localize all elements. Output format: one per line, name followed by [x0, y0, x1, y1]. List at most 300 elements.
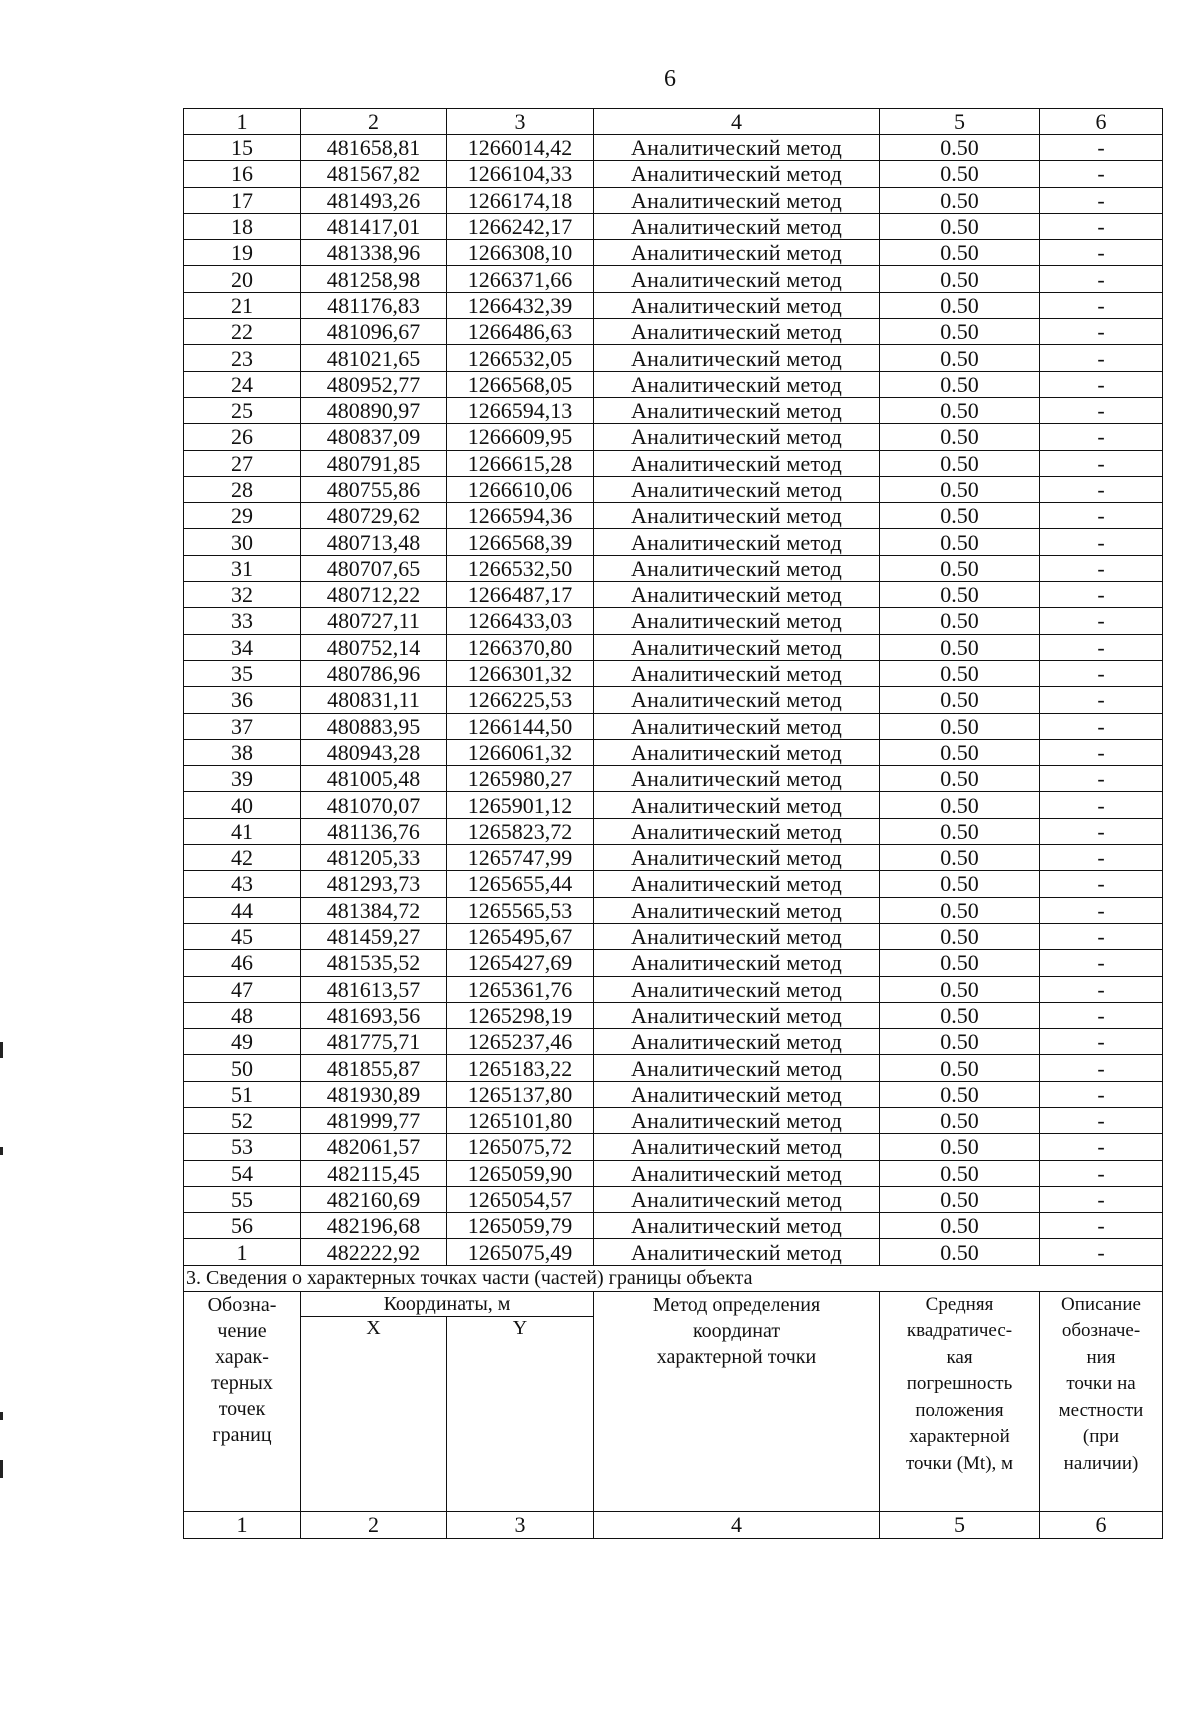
point-description: -	[1040, 345, 1163, 371]
section-column-number-row	[184, 1511, 1163, 1538]
coord-y: 1265495,67	[447, 923, 594, 949]
header-designation: Обозна- чение харак- терных точек границ	[184, 1291, 301, 1511]
coord-x: 481096,67	[301, 319, 447, 345]
column-number: 1	[184, 1511, 301, 1538]
point-number: 35	[184, 660, 301, 686]
coord-x: 481021,65	[301, 345, 447, 371]
error-mt: 0.50	[880, 634, 1040, 660]
coord-y: 1266174,18	[447, 187, 594, 213]
point-description: -	[1040, 213, 1163, 239]
table-row	[184, 766, 1163, 792]
coord-x: 480755,86	[301, 476, 447, 502]
method: Аналитический метод	[594, 213, 880, 239]
point-number: 34	[184, 634, 301, 660]
point-number: 46	[184, 950, 301, 976]
point-number: 45	[184, 923, 301, 949]
header-x: X	[301, 1316, 447, 1511]
coord-x: 481205,33	[301, 845, 447, 871]
column-number: 3	[447, 109, 594, 135]
coord-x: 481176,83	[301, 292, 447, 318]
coord-y: 1266487,17	[447, 582, 594, 608]
method: Аналитический метод	[594, 1029, 880, 1055]
method: Аналитический метод	[594, 476, 880, 502]
method: Аналитический метод	[594, 1055, 880, 1081]
coord-y: 1265137,80	[447, 1081, 594, 1107]
error-mt: 0.50	[880, 266, 1040, 292]
point-number: 16	[184, 161, 301, 187]
point-description: -	[1040, 424, 1163, 450]
point-description: -	[1040, 1134, 1163, 1160]
column-number: 6	[1040, 109, 1163, 135]
point-description: -	[1040, 923, 1163, 949]
coord-y: 1266242,17	[447, 213, 594, 239]
error-mt: 0.50	[880, 503, 1040, 529]
method: Аналитический метод	[594, 187, 880, 213]
point-number: 54	[184, 1160, 301, 1186]
column-number-row	[184, 109, 1163, 135]
point-description: -	[1040, 739, 1163, 765]
table-row	[184, 1055, 1163, 1081]
point-description: -	[1040, 660, 1163, 686]
method: Аналитический метод	[594, 687, 880, 713]
point-description: -	[1040, 476, 1163, 502]
coord-x: 481775,71	[301, 1029, 447, 1055]
point-number: 23	[184, 345, 301, 371]
point-number: 55	[184, 1186, 301, 1212]
error-mt: 0.50	[880, 897, 1040, 923]
error-mt: 0.50	[880, 739, 1040, 765]
coord-y: 1265747,99	[447, 845, 594, 871]
coord-y: 1266609,95	[447, 424, 594, 450]
error-mt: 0.50	[880, 529, 1040, 555]
coord-x: 480727,11	[301, 608, 447, 634]
table-row	[184, 1134, 1163, 1160]
coord-x: 481293,73	[301, 871, 447, 897]
error-mt: 0.50	[880, 161, 1040, 187]
table-row	[184, 1081, 1163, 1107]
error-mt: 0.50	[880, 818, 1040, 844]
coord-x: 481535,52	[301, 950, 447, 976]
table-row	[184, 503, 1163, 529]
error-mt: 0.50	[880, 135, 1040, 161]
point-description: -	[1040, 818, 1163, 844]
section-header-row	[184, 1291, 1163, 1316]
coord-x: 482115,45	[301, 1160, 447, 1186]
point-number: 43	[184, 871, 301, 897]
error-mt: 0.50	[880, 424, 1040, 450]
point-description: -	[1040, 871, 1163, 897]
coord-x: 482222,92	[301, 1239, 447, 1265]
table-row	[184, 1002, 1163, 1028]
coord-y: 1265823,72	[447, 818, 594, 844]
method: Аналитический метод	[594, 503, 880, 529]
point-description: -	[1040, 1239, 1163, 1265]
point-description: -	[1040, 371, 1163, 397]
point-description: -	[1040, 503, 1163, 529]
method: Аналитический метод	[594, 161, 880, 187]
error-mt: 0.50	[880, 1160, 1040, 1186]
coord-y: 1266144,50	[447, 713, 594, 739]
point-number: 18	[184, 213, 301, 239]
coord-y: 1266432,39	[447, 292, 594, 318]
coord-y: 1266486,63	[447, 319, 594, 345]
method: Аналитический метод	[594, 792, 880, 818]
method: Аналитический метод	[594, 1213, 880, 1239]
coord-y: 1265101,80	[447, 1107, 594, 1133]
error-mt: 0.50	[880, 371, 1040, 397]
coord-x: 481459,27	[301, 923, 447, 949]
method: Аналитический метод	[594, 1134, 880, 1160]
method: Аналитический метод	[594, 845, 880, 871]
coord-y: 1265237,46	[447, 1029, 594, 1055]
error-mt: 0.50	[880, 1213, 1040, 1239]
column-number: 5	[880, 109, 1040, 135]
point-description: -	[1040, 450, 1163, 476]
point-number: 15	[184, 135, 301, 161]
coord-x: 480943,28	[301, 739, 447, 765]
point-number: 51	[184, 1081, 301, 1107]
table-row	[184, 1186, 1163, 1212]
coord-x: 481338,96	[301, 240, 447, 266]
method: Аналитический метод	[594, 371, 880, 397]
table-row	[184, 582, 1163, 608]
method: Аналитический метод	[594, 713, 880, 739]
point-number: 41	[184, 818, 301, 844]
table-row	[184, 660, 1163, 686]
coord-x: 480786,96	[301, 660, 447, 686]
point-number: 56	[184, 1213, 301, 1239]
method: Аналитический метод	[594, 1107, 880, 1133]
column-number: 2	[301, 109, 447, 135]
error-mt: 0.50	[880, 608, 1040, 634]
coord-x: 480883,95	[301, 713, 447, 739]
coord-y: 1265565,53	[447, 897, 594, 923]
point-description: -	[1040, 529, 1163, 555]
section-title-row	[184, 1265, 1163, 1291]
point-number: 49	[184, 1029, 301, 1055]
scan-margin-mark	[0, 1460, 3, 1478]
error-mt: 0.50	[880, 792, 1040, 818]
method: Аналитический метод	[594, 1239, 880, 1265]
method: Аналитический метод	[594, 424, 880, 450]
table-row	[184, 923, 1163, 949]
scan-margin-mark	[0, 1042, 3, 1058]
point-description: -	[1040, 161, 1163, 187]
method: Аналитический метод	[594, 1002, 880, 1028]
table-row	[184, 976, 1163, 1002]
point-number: 39	[184, 766, 301, 792]
coord-x: 481999,77	[301, 1107, 447, 1133]
point-description: -	[1040, 1029, 1163, 1055]
point-number: 33	[184, 608, 301, 634]
error-mt: 0.50	[880, 845, 1040, 871]
point-description: -	[1040, 1186, 1163, 1212]
coord-x: 482196,68	[301, 1213, 447, 1239]
point-number: 47	[184, 976, 301, 1002]
method: Аналитический метод	[594, 950, 880, 976]
point-description: -	[1040, 1160, 1163, 1186]
coord-y: 1265655,44	[447, 871, 594, 897]
column-number: 4	[594, 109, 880, 135]
point-description: -	[1040, 713, 1163, 739]
method: Аналитический метод	[594, 608, 880, 634]
error-mt: 0.50	[880, 345, 1040, 371]
point-description: -	[1040, 135, 1163, 161]
error-mt: 0.50	[880, 476, 1040, 502]
table-row	[184, 424, 1163, 450]
table-row	[184, 950, 1163, 976]
point-description: -	[1040, 187, 1163, 213]
table-row	[184, 687, 1163, 713]
section-title: 3. Сведения о характерных точках части (частей) границы объекта	[184, 1265, 1163, 1291]
point-description: -	[1040, 1055, 1163, 1081]
table-row	[184, 713, 1163, 739]
table-row	[184, 319, 1163, 345]
point-description: -	[1040, 582, 1163, 608]
coord-y: 1265059,79	[447, 1213, 594, 1239]
error-mt: 0.50	[880, 1055, 1040, 1081]
point-number: 22	[184, 319, 301, 345]
method: Аналитический метод	[594, 397, 880, 423]
error-mt: 0.50	[880, 187, 1040, 213]
error-mt: 0.50	[880, 871, 1040, 897]
point-description: -	[1040, 897, 1163, 923]
column-number: 3	[447, 1511, 594, 1538]
table-row	[184, 529, 1163, 555]
table-row	[184, 292, 1163, 318]
coord-x: 481136,76	[301, 818, 447, 844]
coord-y: 1266568,39	[447, 529, 594, 555]
coord-x: 481417,01	[301, 213, 447, 239]
point-description: -	[1040, 1213, 1163, 1239]
error-mt: 0.50	[880, 1186, 1040, 1212]
coord-y: 1265059,90	[447, 1160, 594, 1186]
coord-x: 480752,14	[301, 634, 447, 660]
method: Аналитический метод	[594, 135, 880, 161]
error-mt: 0.50	[880, 582, 1040, 608]
coord-x: 481658,81	[301, 135, 447, 161]
point-number: 27	[184, 450, 301, 476]
method: Аналитический метод	[594, 240, 880, 266]
method: Аналитический метод	[594, 818, 880, 844]
table-row	[184, 871, 1163, 897]
point-description: -	[1040, 319, 1163, 345]
method: Аналитический метод	[594, 582, 880, 608]
coord-x: 481384,72	[301, 897, 447, 923]
table-row	[184, 397, 1163, 423]
point-number: 42	[184, 845, 301, 871]
table-row	[184, 845, 1163, 871]
coord-x: 480707,65	[301, 555, 447, 581]
coord-y: 1265075,49	[447, 1239, 594, 1265]
point-number: 37	[184, 713, 301, 739]
coord-y: 1266615,28	[447, 450, 594, 476]
coord-y: 1266014,42	[447, 135, 594, 161]
table-row	[184, 213, 1163, 239]
point-number: 19	[184, 240, 301, 266]
error-mt: 0.50	[880, 319, 1040, 345]
method: Аналитический метод	[594, 976, 880, 1002]
point-number: 52	[184, 1107, 301, 1133]
point-description: -	[1040, 634, 1163, 660]
error-mt: 0.50	[880, 1239, 1040, 1265]
method: Аналитический метод	[594, 634, 880, 660]
column-number: 2	[301, 1511, 447, 1538]
point-number: 20	[184, 266, 301, 292]
method: Аналитический метод	[594, 345, 880, 371]
table-row	[184, 345, 1163, 371]
coord-y: 1266061,32	[447, 739, 594, 765]
coord-y: 1266532,05	[447, 345, 594, 371]
method: Аналитический метод	[594, 739, 880, 765]
coord-y: 1265298,19	[447, 1002, 594, 1028]
point-number: 32	[184, 582, 301, 608]
method: Аналитический метод	[594, 923, 880, 949]
coord-y: 1266308,10	[447, 240, 594, 266]
point-description: -	[1040, 1107, 1163, 1133]
point-number: 30	[184, 529, 301, 555]
coord-y: 1266568,05	[447, 371, 594, 397]
method: Аналитический метод	[594, 1186, 880, 1212]
coord-x: 481258,98	[301, 266, 447, 292]
point-description: -	[1040, 766, 1163, 792]
error-mt: 0.50	[880, 923, 1040, 949]
coord-y: 1266433,03	[447, 608, 594, 634]
table-row	[184, 1213, 1163, 1239]
coord-x: 481005,48	[301, 766, 447, 792]
point-description: -	[1040, 555, 1163, 581]
point-number: 44	[184, 897, 301, 923]
coord-y: 1265901,12	[447, 792, 594, 818]
point-number: 48	[184, 1002, 301, 1028]
coord-y: 1265427,69	[447, 950, 594, 976]
point-number: 31	[184, 555, 301, 581]
point-description: -	[1040, 1002, 1163, 1028]
coord-x: 481930,89	[301, 1081, 447, 1107]
point-number: 24	[184, 371, 301, 397]
column-number: 6	[1040, 1511, 1163, 1538]
coord-x: 481070,07	[301, 792, 447, 818]
method: Аналитический метод	[594, 1160, 880, 1186]
error-mt: 0.50	[880, 1081, 1040, 1107]
coord-y: 1265183,22	[447, 1055, 594, 1081]
table-row	[184, 187, 1163, 213]
table-row	[184, 266, 1163, 292]
coordinates-table	[183, 108, 1163, 1539]
point-number: 28	[184, 476, 301, 502]
error-mt: 0.50	[880, 292, 1040, 318]
table-row	[184, 1107, 1163, 1133]
coord-y: 1265054,57	[447, 1186, 594, 1212]
table-row	[184, 739, 1163, 765]
table-row	[184, 897, 1163, 923]
error-mt: 0.50	[880, 397, 1040, 423]
point-description: -	[1040, 240, 1163, 266]
point-number: 40	[184, 792, 301, 818]
point-description: -	[1040, 950, 1163, 976]
method: Аналитический метод	[594, 450, 880, 476]
scan-margin-mark	[0, 1412, 3, 1420]
point-description: -	[1040, 1081, 1163, 1107]
table-row	[184, 1029, 1163, 1055]
point-description: -	[1040, 292, 1163, 318]
coord-x: 480831,11	[301, 687, 447, 713]
coord-y: 1266532,50	[447, 555, 594, 581]
header-error: Средняя квадратичес- кая погрешность положения характерной точки (Mt), м	[880, 1291, 1040, 1511]
coord-y: 1266371,66	[447, 266, 594, 292]
error-mt: 0.50	[880, 950, 1040, 976]
method: Аналитический метод	[594, 266, 880, 292]
table-row	[184, 135, 1163, 161]
point-number: 38	[184, 739, 301, 765]
point-description: -	[1040, 266, 1163, 292]
table-row	[184, 555, 1163, 581]
coord-y: 1265361,76	[447, 976, 594, 1002]
coord-y: 1266225,53	[447, 687, 594, 713]
error-mt: 0.50	[880, 555, 1040, 581]
table-row	[184, 161, 1163, 187]
point-description: -	[1040, 845, 1163, 871]
coord-x: 481613,57	[301, 976, 447, 1002]
column-number: 1	[184, 109, 301, 135]
coord-y: 1265980,27	[447, 766, 594, 792]
coord-x: 482160,69	[301, 1186, 447, 1212]
coord-x: 481855,87	[301, 1055, 447, 1081]
method: Аналитический метод	[594, 1081, 880, 1107]
error-mt: 0.50	[880, 213, 1040, 239]
header-description: Описание обозначе- ния точки на местности (при наличии)	[1040, 1291, 1163, 1511]
coord-x: 480712,22	[301, 582, 447, 608]
scan-margin-mark	[0, 1147, 3, 1155]
method: Аналитический метод	[594, 766, 880, 792]
coord-x: 481567,82	[301, 161, 447, 187]
error-mt: 0.50	[880, 1029, 1040, 1055]
point-description: -	[1040, 792, 1163, 818]
error-mt: 0.50	[880, 1107, 1040, 1133]
coord-x: 480729,62	[301, 503, 447, 529]
method: Аналитический метод	[594, 319, 880, 345]
point-number: 17	[184, 187, 301, 213]
method: Аналитический метод	[594, 660, 880, 686]
point-description: -	[1040, 976, 1163, 1002]
coord-x: 480837,09	[301, 424, 447, 450]
table-row	[184, 476, 1163, 502]
point-description: -	[1040, 687, 1163, 713]
error-mt: 0.50	[880, 660, 1040, 686]
error-mt: 0.50	[880, 766, 1040, 792]
coord-x: 481493,26	[301, 187, 447, 213]
coord-x: 480890,97	[301, 397, 447, 423]
error-mt: 0.50	[880, 1134, 1040, 1160]
header-y: Y	[447, 1316, 594, 1511]
coord-y: 1266104,33	[447, 161, 594, 187]
coord-y: 1266610,06	[447, 476, 594, 502]
page-number: 6	[664, 66, 676, 92]
method: Аналитический метод	[594, 292, 880, 318]
column-number: 4	[594, 1511, 880, 1538]
error-mt: 0.50	[880, 976, 1040, 1002]
coord-y: 1265075,72	[447, 1134, 594, 1160]
coord-y: 1266594,13	[447, 397, 594, 423]
coord-x: 480713,48	[301, 529, 447, 555]
error-mt: 0.50	[880, 687, 1040, 713]
point-number: 26	[184, 424, 301, 450]
coord-y: 1266370,80	[447, 634, 594, 660]
coord-x: 480791,85	[301, 450, 447, 476]
error-mt: 0.50	[880, 240, 1040, 266]
point-number: 21	[184, 292, 301, 318]
point-number: 29	[184, 503, 301, 529]
